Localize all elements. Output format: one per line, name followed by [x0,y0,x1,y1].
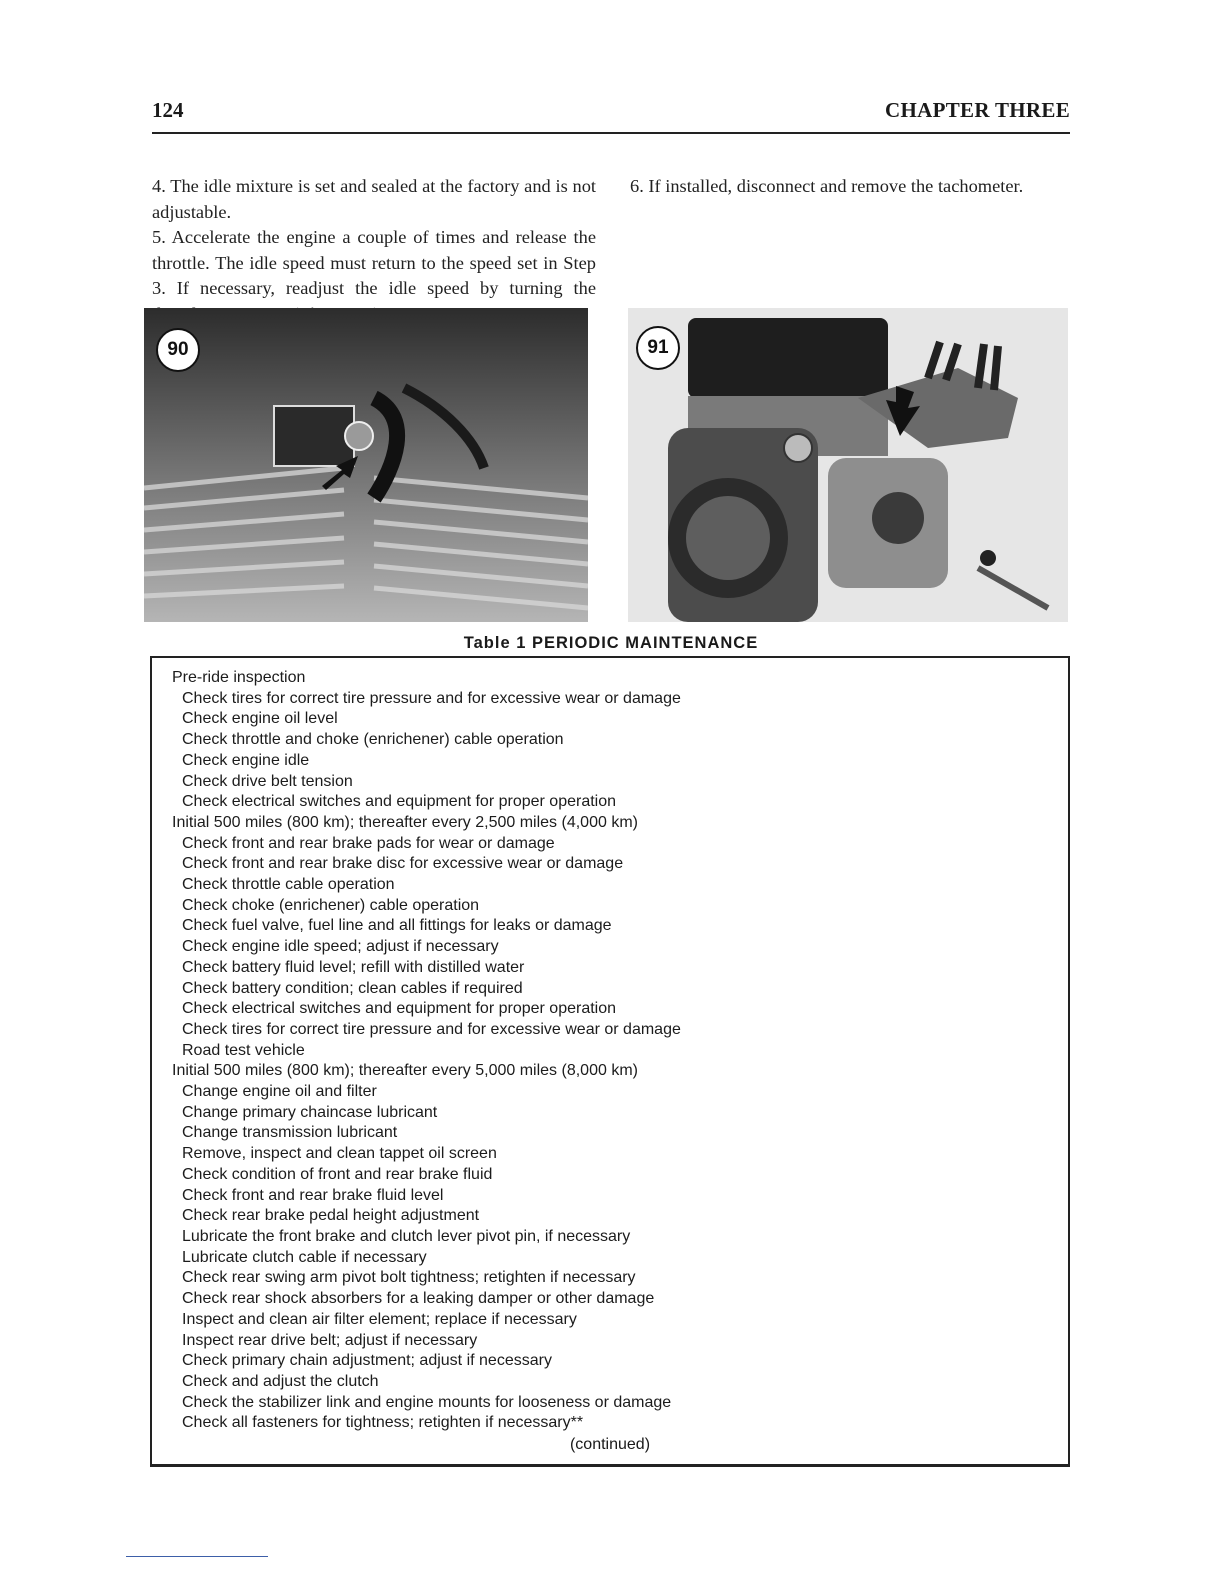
table-section-heading: Pre-ride inspection [172,669,306,686]
table-row: Check battery condition; clean cables if required [182,979,523,997]
table-rows [172,668,1052,1434]
table-row: Change primary chaincase lubricant [182,1103,438,1121]
footer-rule [126,1556,268,1557]
table-row: Check throttle cable operation [182,876,395,894]
table-title: Table 1 PERIODIC MAINTENANCE [463,634,759,652]
page-header [152,98,1070,134]
figure-90-badge: 90 [156,328,200,372]
chapter-title: CHAPTER THREE [885,98,1070,122]
step-5-body: 5. Accelerate the engine a couple of times and release the throttle. The idle speed must return to the speed set in Step 3. If necessary, readjust the idle speed by turning the [152,227,596,298]
text-column-left [152,174,596,327]
table-row: Check battery fluid level; refill with distilled water [182,958,525,976]
table-row: Check engine oil level [182,710,338,728]
table-row: Check rear brake pedal height adjustment [182,1207,480,1225]
engine-photo [144,308,588,622]
table-row: Check front and rear brake pads for wear or damage [182,834,555,852]
figure-91-badge: 91 [636,326,680,370]
page-number: 124 [152,98,184,122]
step-6-text: 6. If installed, disconnect and remove the tachometer. [630,176,1024,196]
table-row: Change transmission lubricant [182,1124,398,1142]
throttle-body-photo [628,308,1068,622]
table-row: Check drive belt tension [182,772,353,790]
table-row: Inspect rear drive belt; adjust if necessary [182,1331,478,1349]
table-row: Check front and rear brake disc for excessive wear or damage [182,855,624,873]
table-section-heading: Initial 500 miles (800 km); thereafter every 5,000 miles (8,000 km) [172,1062,638,1080]
table-row: Check the stabilizer link and engine mounts for looseness or damage [182,1393,672,1411]
table-row: Check electrical switches and equipment for proper operation [182,793,617,811]
table-row: Remove, inspect and clean tappet oil screen [182,1145,497,1163]
table-continued: (continued) [569,1436,651,1453]
table-row: Road test vehicle [182,1041,305,1059]
step-4-text: 4. The idle mixture is set and sealed at the factory and is not adjustable. [152,176,596,222]
figure-90-photo [144,308,588,622]
table-row: Check all fasteners for tightness; retighten if necessary** [182,1414,584,1432]
table-row: Check front and rear brake fluid level [182,1186,444,1204]
table-row: Check rear shock absorbers for a leaking damper or other damage [182,1290,655,1308]
maintenance-table [150,656,1070,1467]
table-row: Check tires for correct tire pressure and for excessive wear or damage [182,689,681,707]
table-row: Check condition of front and rear brake fluid [182,1165,493,1183]
table-row: Inspect and clean air filter element; replace if necessary [182,1310,577,1328]
table-row: Lubricate the front brake and clutch lever pivot pin, if necessary [182,1227,631,1245]
table-row: Check and adjust the clutch [182,1372,379,1390]
table-row: Lubricate clutch cable if necessary [182,1248,427,1266]
table-row: Check engine idle [182,751,310,769]
table-row: Check electrical switches and equipment for proper operation [182,1000,617,1018]
table-row: Check throttle and choke (enrichener) cable operation [182,731,564,749]
figure-91-photo [628,308,1068,622]
table-row: Check fuel valve, fuel line and all fittings for leaks or damage [182,917,612,935]
table-section-heading: Initial 500 miles (800 km); thereafter every 2,500 miles (4,000 km) [172,813,638,831]
table-row: Check choke (enrichener) cable operation [182,896,480,914]
table-row: Check engine idle speed; adjust if necessary [182,938,499,956]
table-row: Check tires for correct tire pressure and for excessive wear or damage [182,1020,681,1038]
table-row: Check primary chain adjustment; adjust if necessary [182,1352,552,1370]
text-column-right [630,174,1070,200]
table-row: Check rear swing arm pivot bolt tightness; retighten if necessary [182,1269,636,1287]
table-row: Change engine oil and filter [182,1083,377,1101]
